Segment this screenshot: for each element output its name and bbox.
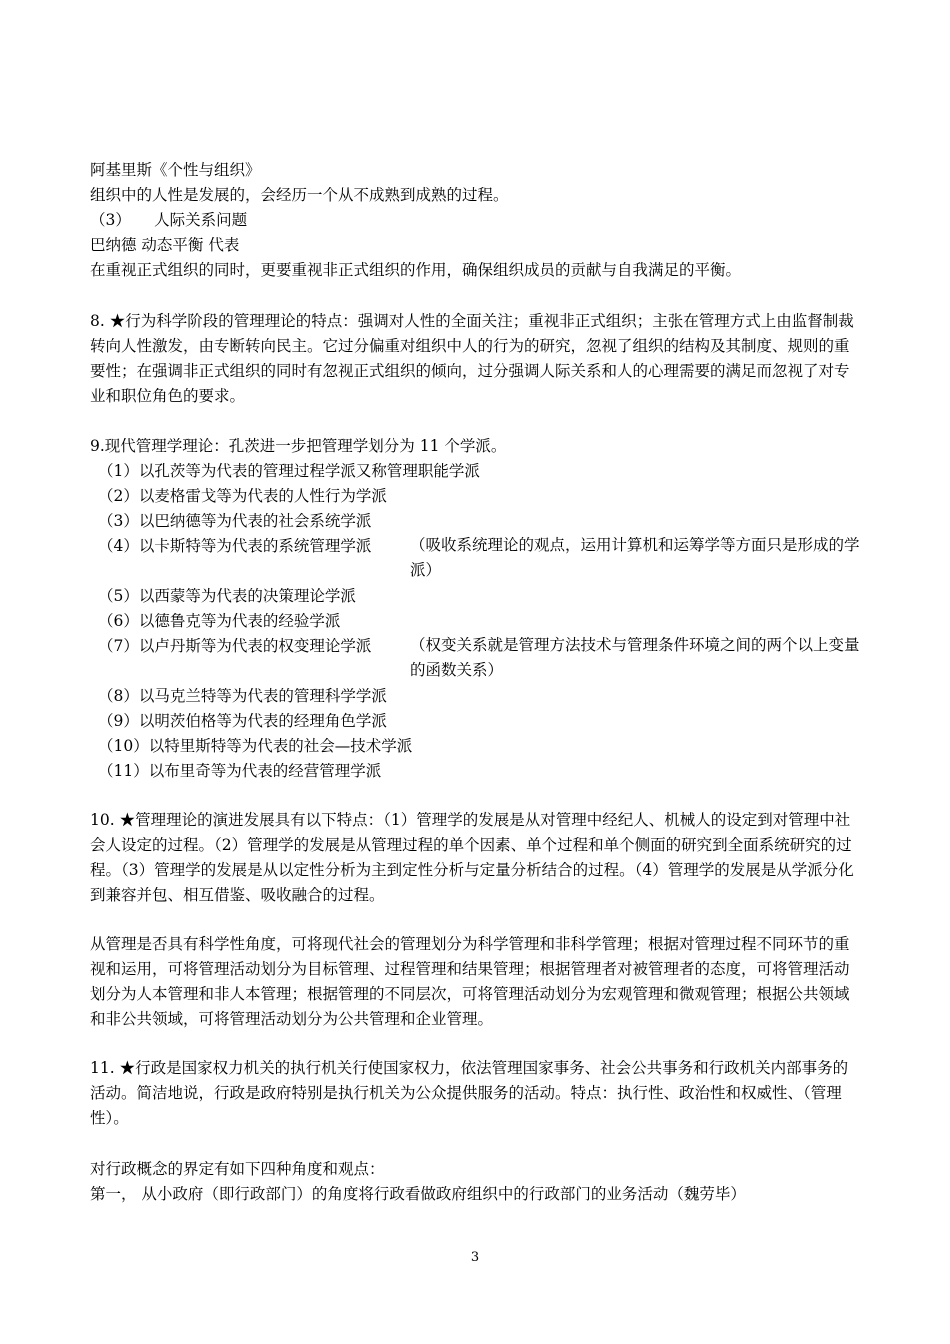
text-line-barnard: 巴纳德 动态平衡 代表	[90, 236, 240, 254]
section-9-heading: 9.现代管理学理论：孔茨进一步把管理学划分为 11 个学派。	[90, 437, 507, 455]
school-list-item: （4）以卡斯特等为代表的系统管理学派	[98, 537, 372, 555]
school-list-item: （7）以卢丹斯等为代表的权变理论学派	[98, 637, 372, 655]
text-line-balance: 在重视正式组织的同时，更要重视非正式组织的作用，确保组织成员的贡献与自我满足的平衡。	[90, 261, 742, 279]
school-list-item: （9）以明茨伯格等为代表的经理角色学派	[98, 712, 387, 730]
paragraph-10: 10. ★管理理论的演进发展具有以下特点：（1）管理学的发展是从对管理中经纪人、机械人的设定到对管理中社会人设定的过程。（2）管理学的发展是从管理过程的单个因素、单个过程和单个侧面的研究到全面系统研究的过程。（3）管理学的发展是从以定性分析为主到定性分析与定量分析结合的过程。（4）管理学的发展是从学派分化到兼容并包、相互借鉴、吸收融合的过程。	[90, 811, 854, 904]
school-list-item: （6）以德鲁克等为代表的经验学派	[98, 612, 341, 630]
school-list-item: （2）以麦格雷戈等为代表的人性行为学派	[98, 487, 387, 505]
school-list-item: （1）以孔茨等为代表的管理过程学派又称管理职能学派	[98, 462, 480, 480]
paragraph-8: 8. ★行为科学阶段的管理理论的特点：强调对人性的全面关注；重视非正式组织；主张在管理方式上由监督制裁转向人性激发，由专断转向民主。它过分偏重对组织中人的行为的研究，忽视了组织的结构及其制度、规则的重要性；在强调非正式组织的同时有忽视正式组织的倾向，过分强调人际关系和人的心理需要的满足而忽视了对专业和职位角色的要求。	[90, 312, 854, 405]
text-line-definition-first: 第一， 从小政府（即行政部门）的角度将行政看做政府组织中的行政部门的业务活动（魏劳毕）	[90, 1185, 746, 1203]
page-number: 3	[470, 1250, 480, 1265]
text-line-argyris: 阿基里斯《个性与组织》	[90, 161, 261, 179]
school-list-item: （11）以布里奇等为代表的经营管理学派	[98, 762, 382, 780]
school-list-item: （5）以西蒙等为代表的决策理论学派	[98, 587, 356, 605]
text-line-relations-heading: （3） 人际关系问题	[90, 211, 248, 229]
paragraph-classification: 从管理是否具有科学性角度，可将现代社会的管理划分为科学管理和非科学管理；根据对管理过程不同环节的重视和运用，可将管理活动划分为目标管理、过程管理和结果管理；根据管理者对被管理者的态度，可将管理活动划分为人本管理和非人本管理；根据管理的不同层次，可将管理活动划分为宏观管理和微观管理；根据公共领域和非公共领域，可将管理活动划分为公共管理和企业管理。	[90, 935, 850, 1028]
school-list-item: （8）以马克兰特等为代表的管理科学学派	[98, 687, 387, 705]
school-note-systems: （吸收系统理论的观点，运用计算机和运筹学等方面只是形成的学派）	[410, 536, 860, 579]
school-list-item: （3）以巴纳德等为代表的社会系统学派	[98, 512, 372, 530]
school-list-item: （10）以特里斯特等为代表的社会—技术学派	[98, 737, 413, 755]
school-note-contingency: （权变关系就是管理方法技术与管理条件环境之间的两个以上变量的函数关系）	[410, 636, 860, 679]
text-line-human-nature: 组织中的人性是发展的，会经历一个从不成熟到成熟的过程。	[90, 186, 509, 204]
text-line-definition-intro: 对行政概念的界定有如下四种角度和观点：	[90, 1160, 385, 1178]
paragraph-11: 11. ★行政是国家权力机关的执行机关行使国家权力，依法管理国家事务、社会公共事务和行政机关内部事务的活动。简洁地说，行政是政府特别是执行机关为公众提供服务的活动。特点：执行性、政治性和权威性、（管理性）。	[90, 1059, 849, 1127]
